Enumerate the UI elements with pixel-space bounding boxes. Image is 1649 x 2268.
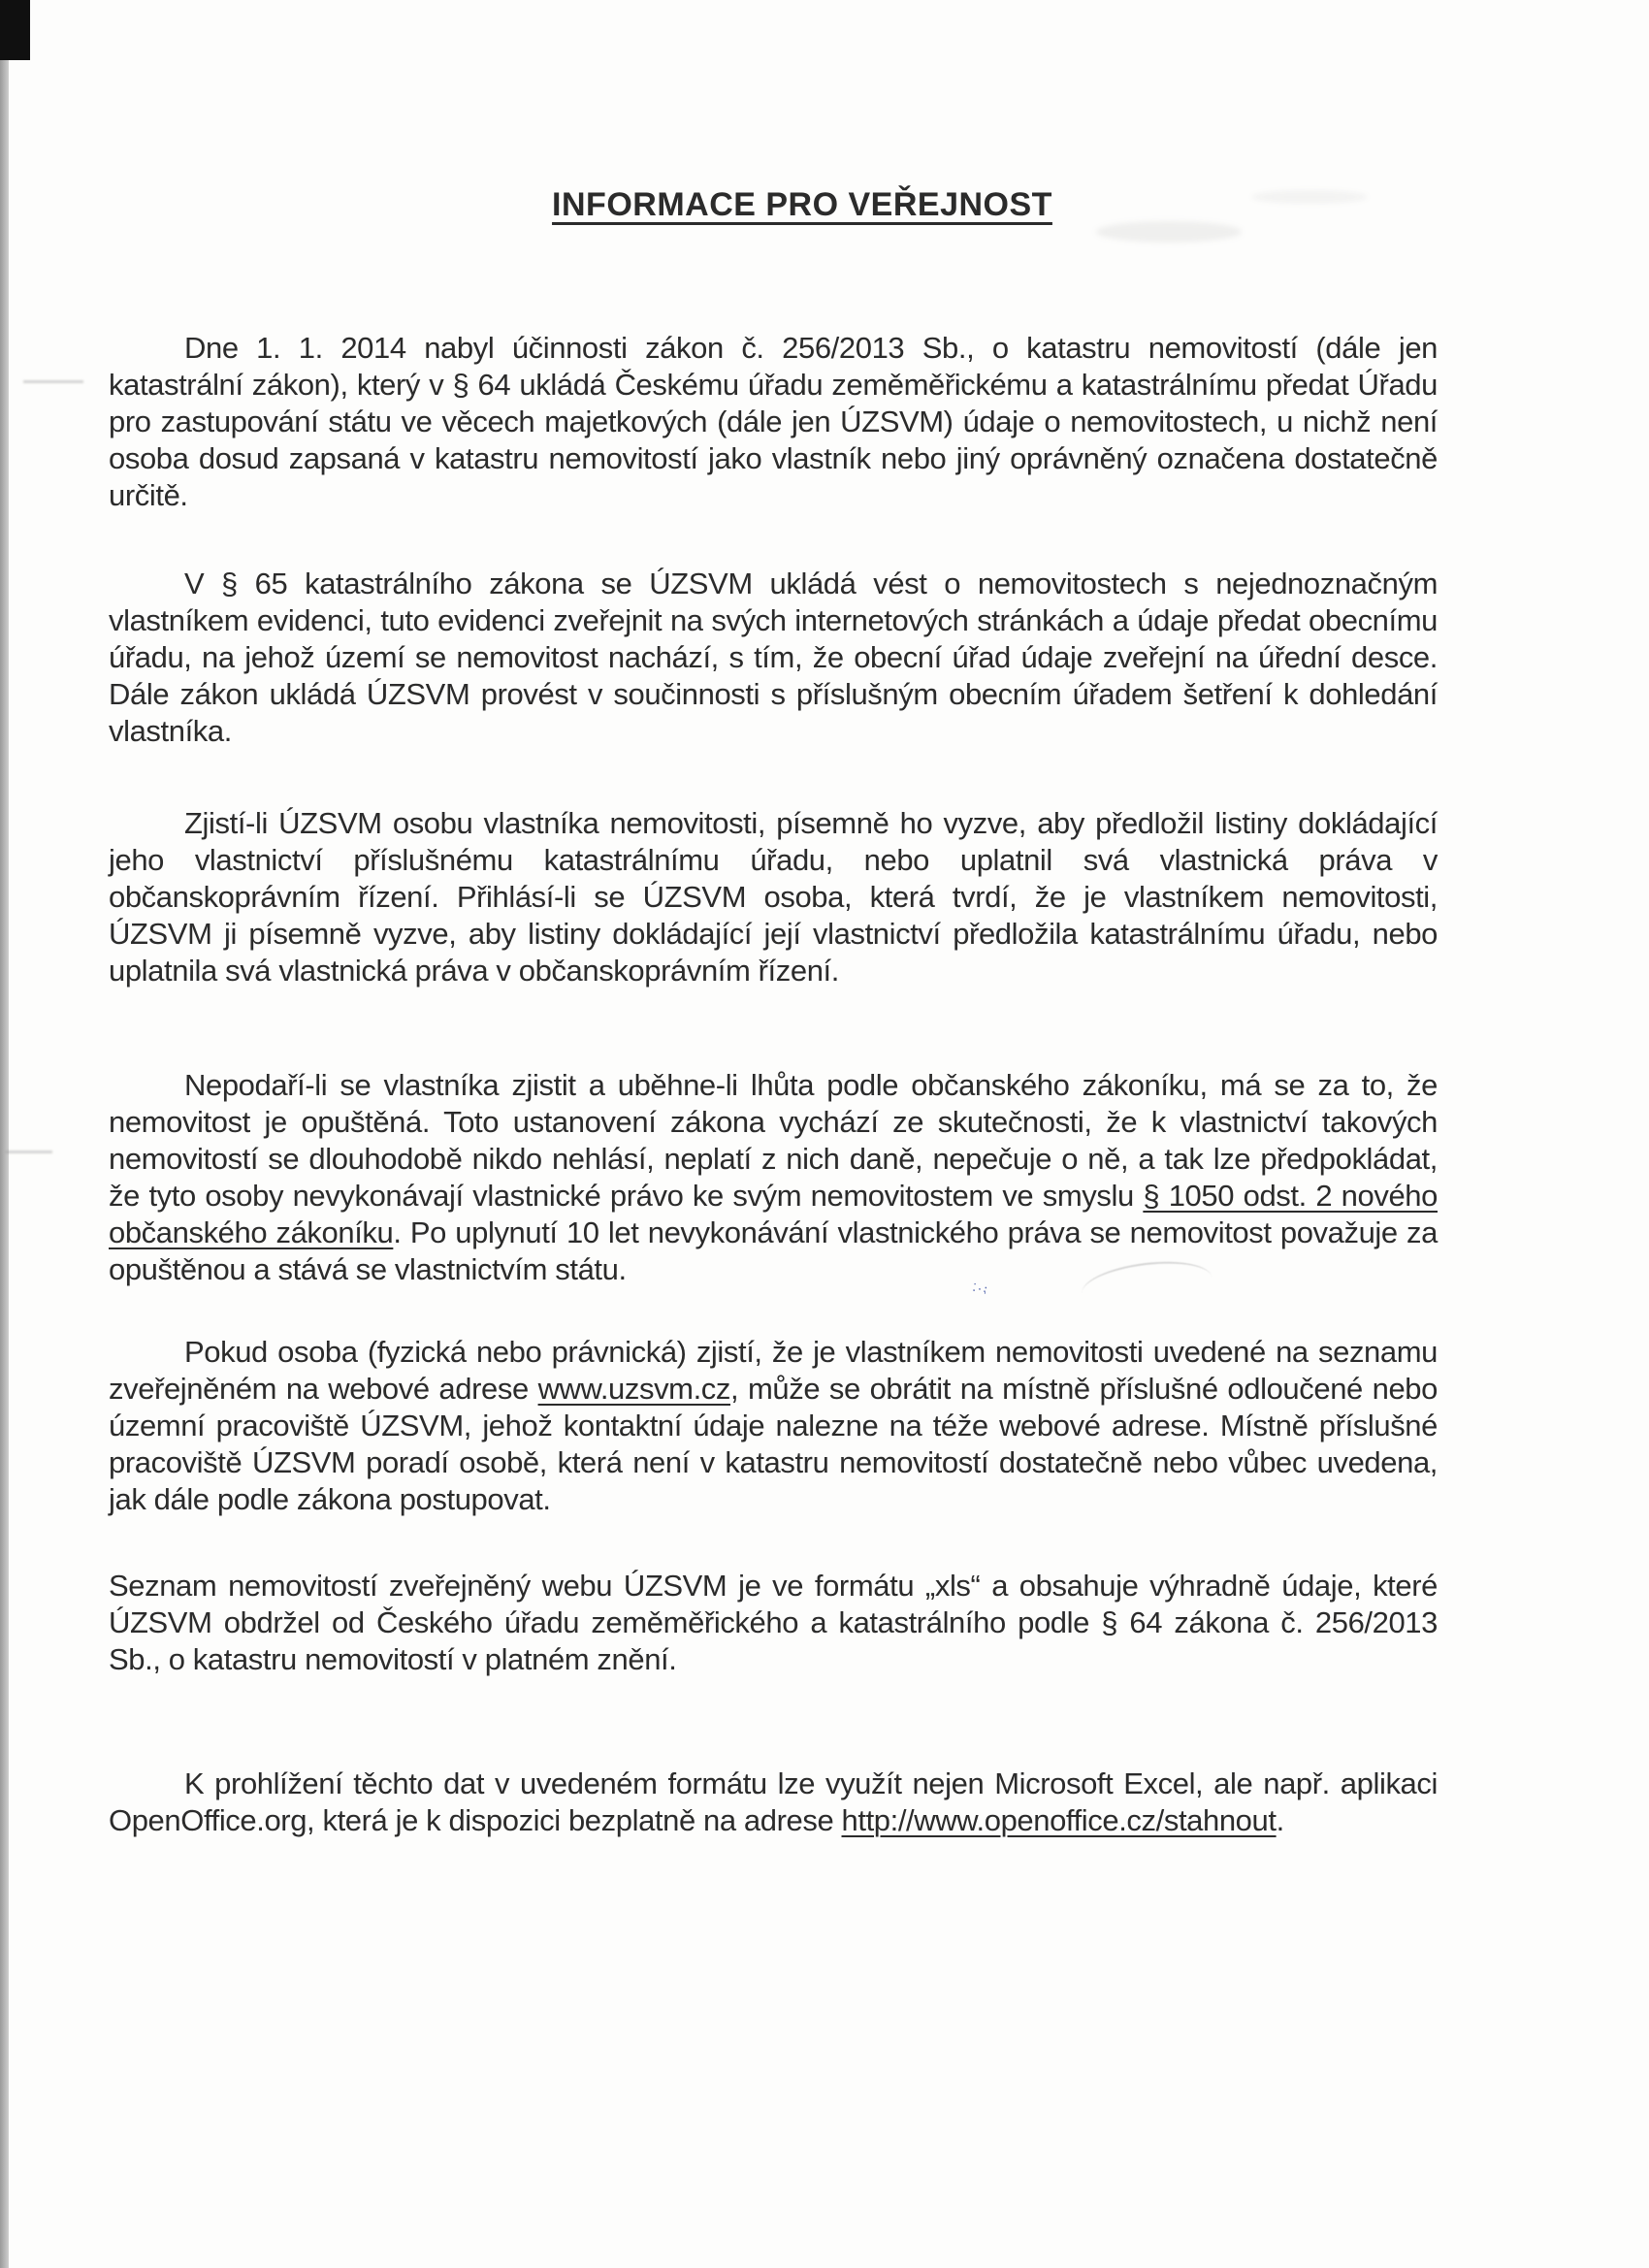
paragraph-openoffice <box>109 1766 1438 1839</box>
scan-edge-shadow-artifact <box>0 0 9 2268</box>
document-body <box>109 330 1438 1839</box>
page-title <box>138 186 1467 224</box>
text-run: . Po uplynutí 10 let nevykonávání vlastnického práva se nemovitost považuje za opuštěnou a stává se vlastnictvím státu. <box>109 1215 1438 1286</box>
paragraph-xls-format <box>109 1568 1438 1678</box>
scan-noise-dash-artifact <box>6 1150 52 1153</box>
text-run: , může se obrátit na místně příslušné odloučené nebo územní pracoviště ÚZSVM, jehož kontaktní údaje nalezne na téže webové adrese. Místně příslušné pracoviště ÚZSVM poradí osobě, která není v katastru nemovitostí dostatečně nebo vůbec uvedena, jak dále podle zákona postupovat. <box>109 1372 1438 1516</box>
openoffice-url-underlined: http://www.openoffice.cz/stahnout <box>841 1803 1277 1837</box>
paragraph-intro-law <box>109 330 1438 514</box>
text-run: Nepodaří-li se vlastníka zjistit a uběhne-li lhůta podle občanského zákoníku, má se za to, že nemovitost je opuštěná. Toto ustanovení zákona vychází ze skutečnosti, že k vlastnictví takových nemovitostí se dlouhodobě nikdo nehlásí, neplatí z nich daně, nepečuje o ně, a tak lze předpokládat, že tyto osoby nevykonávají vlastnické právo ke svým nemovitostem ve smyslu <box>109 1068 1438 1213</box>
paragraph-abandoned-property <box>109 1067 1438 1288</box>
text-run: . <box>1276 1803 1284 1837</box>
paragraph-section-65 <box>109 566 1438 750</box>
scan-smudge-artifact <box>1096 221 1242 243</box>
scan-noise-dash-artifact <box>23 380 83 383</box>
text-run: Zjistí-li ÚZSVM osobu vlastníka nemovitosti, písemně ho vyzve, aby předložil listiny dokládající jeho vlastnictví příslušnému katastrálnímu úřadu, nebo uplatnil svá vlastnická práva v občanskoprávním řízení. Přihlásí-li se ÚZSVM osoba, která tvrdí, že je vlastníkem nemovitosti, ÚZSVM ji písemně vyzve, aby listiny dokládající její vlastnictví předložila katastrálnímu úřadu, nebo uplatnila svá vlastnická práva v občanskoprávním řízení. <box>109 806 1438 988</box>
page-title-text: INFORMACE PRO VEŘEJNOST <box>552 186 1052 223</box>
paragraph-contact-uzsvm <box>109 1334 1438 1518</box>
text-run: K prohlížení těchto dat v uvedeném formátu lze využít nejen Microsoft Excel, ale např. aplikaci OpenOffice.org, která je k dispozici bezplatně na adrese <box>109 1766 1438 1837</box>
paragraph-owner-found <box>109 805 1438 989</box>
legal-reference-underlined: § 1050 odst. 2 nového občanského zákoníku <box>109 1179 1438 1249</box>
blue-ink-speck-artifact: ·˙· ‚· <box>969 1279 988 1299</box>
scan-corner-black-artifact <box>0 0 30 60</box>
uzsvm-url-underlined: www.uzsvm.cz <box>537 1372 731 1406</box>
text-run: Pokud osoba (fyzická nebo právnická) zjistí, že je vlastníkem nemovitosti uvedené na seznamu zveřejněném na webové adrese <box>109 1335 1438 1406</box>
text-run: V § 65 katastrálního zákona se ÚZSVM ukládá vést o nemovitostech s nejednoznačným vlastníkem evidenci, tuto evidenci zveřejnit na svých internetových stránkách a údaje předat obecnímu úřadu, na jehož území se nemovitost nachází, s tím, že obecní úřad údaje zveřejní na úřední desce. Dále zákon ukládá ÚZSVM provést v součinnosti s příslušným obecním úřadem šetření k dohledání vlastníka. <box>109 567 1438 748</box>
text-run: Dne 1. 1. 2014 nabyl účinnosti zákon č. 256/2013 Sb., o katastru nemovitostí (dále jen katastrální zákon), který v § 64 ukládá Českému úřadu zeměměřickému a katastrálnímu předat Úřadu pro zastupování státu ve věcech majetkových (dále jen ÚZSVM) údaje o nemovitostech, u nichž není osoba dosud zapsaná v katastru nemovitostí jako vlastník nebo jiný oprávněný označena dostatečně určitě. <box>109 331 1438 512</box>
text-run: Seznam nemovitostí zveřejněný webu ÚZSVM je ve formátu „xls“ a obsahuje výhradně údaje, které ÚZSVM obdržel od Českého úřadu zeměměřického a katastrálního podle § 64 zákona č. 256/2013 Sb., o katastru nemovitostí v platném znění. <box>109 1569 1438 1676</box>
